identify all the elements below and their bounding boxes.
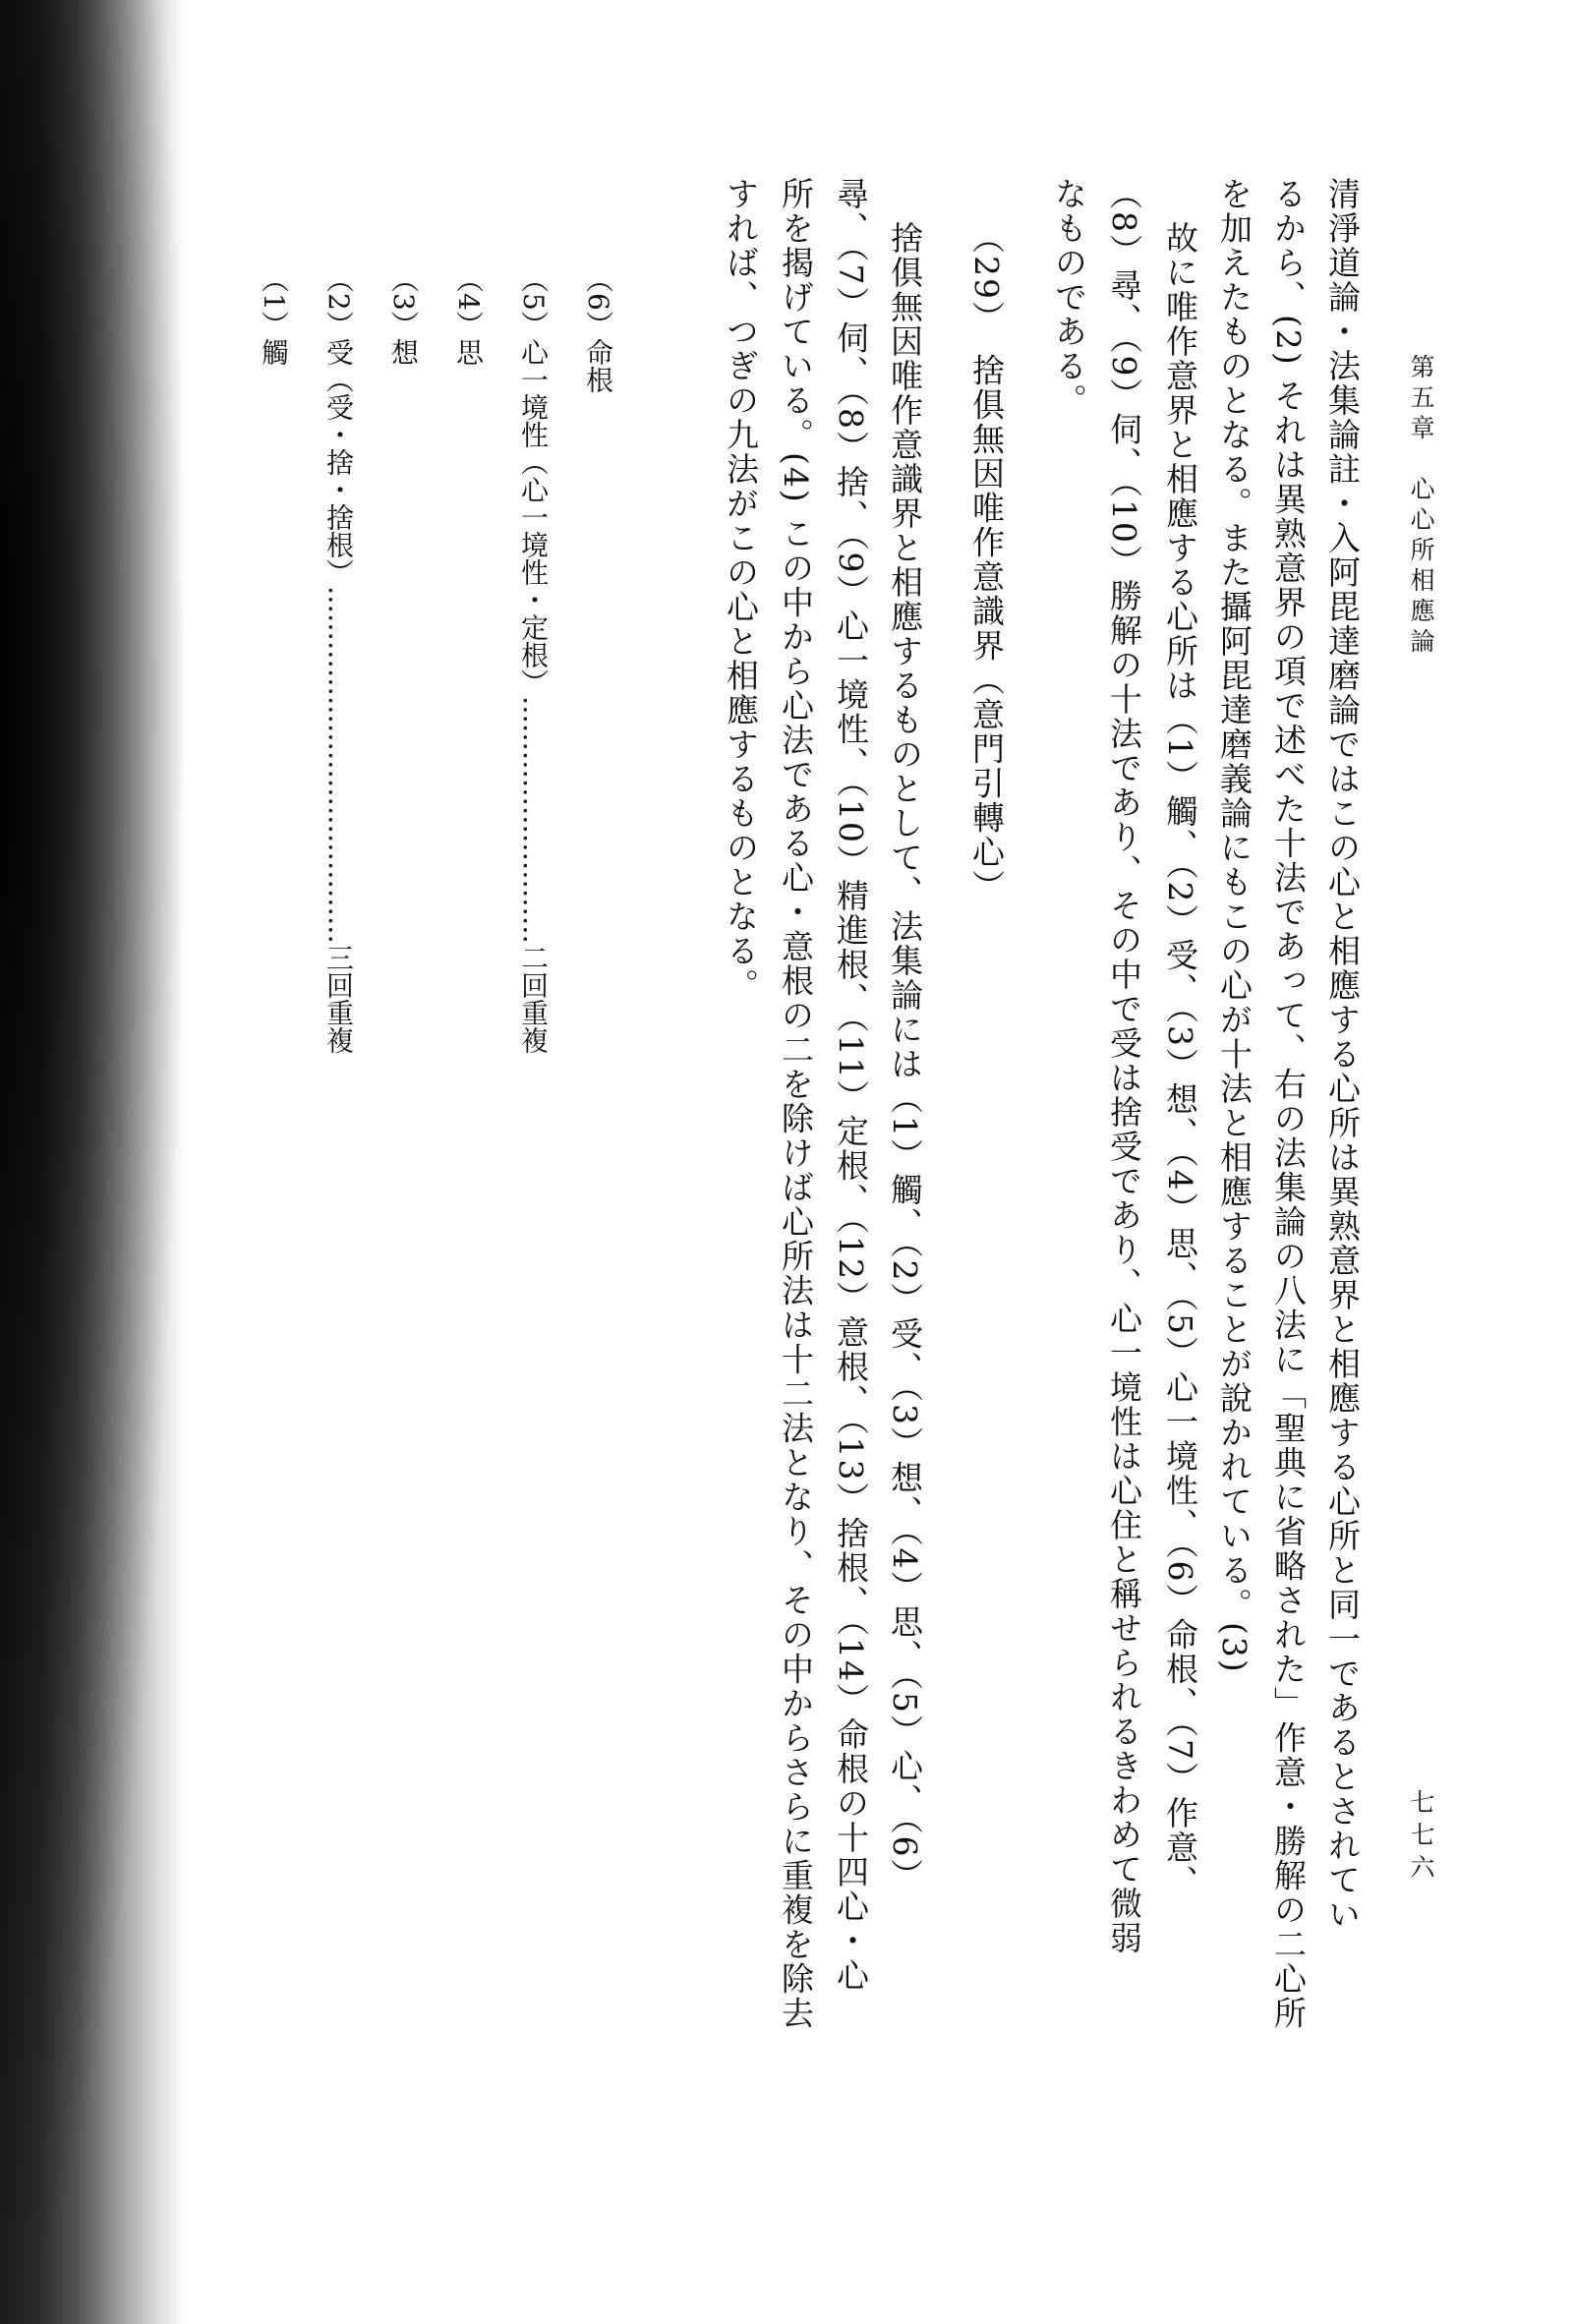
list-item: （2）受（受・捨・捨根）…………………………………三回重複	[322, 265, 355, 1054]
scan-shadow-edge	[0, 0, 187, 2324]
list-item: （5）心一境性（心一境性・定根）………………………二回重複	[517, 265, 550, 1054]
body-line-3: を加えたものとなる。また攝阿毘達磨義論にもこの心が十法と相應することが說かれている。(3)	[1215, 177, 1253, 1674]
list-item: （3）想	[387, 265, 420, 366]
list-item: （1）觸	[258, 265, 290, 366]
body-line-4: 故に唯作意界と相應する心所は（1）觸、（2）受、（3）想、（4）思、（5）心一境性、（6）命根、（7）作意、	[1161, 221, 1199, 1899]
list-item: （6）命根	[582, 265, 614, 393]
body-line-1: 清淨道論・法集論註・入阿毘達磨論ではこの心と相應する心所は異熟意界と相應する心所と同一であるとされてい	[1323, 177, 1362, 1932]
section-heading: （29） 捨俱無因唯作意識界（意門引轉心）	[967, 221, 1006, 904]
body-line-8: 捨俱無因唯作意識界と相應するものとして、法集論には（1）觸、（2）受、（3）想、（4）思、（5）心、（6）	[886, 221, 924, 1893]
dharma-list	[241, 265, 630, 1054]
body-line-10: 所を揭げている。(4) この中から心法である心・意根の二を除けば心所法は十二法となり、その中からさらに重複を除去	[777, 177, 815, 2031]
list-item: （4）思	[452, 265, 485, 366]
body-line-11: すれば、つぎの九法がこの心と相應するものとなる。	[722, 177, 760, 1003]
body-line-6: なものである。	[1050, 177, 1088, 418]
chapter-header: 第五章 心心所相應論	[1407, 354, 1435, 659]
page-number: 七七六	[1407, 1789, 1435, 1887]
body-line-9: 尋、（7）伺、（8）捨、（9）心一境性、（10）精進根、（11）定根、（12）意根、（13）捨根、（14）命根の十四心・心	[832, 177, 870, 1993]
body-line-5: （8）尋、（9）伺、（10）勝解の十法であり、その中で受は捨受であり、心一境性は心住と稱せられるきわめて微弱	[1105, 177, 1143, 1955]
body-line-2: るから、(2) それは異熟意界の項で述べた十法であって、右の法集論の八法に「聖典に省略された」作意・勝解の二心所	[1269, 177, 1308, 2031]
